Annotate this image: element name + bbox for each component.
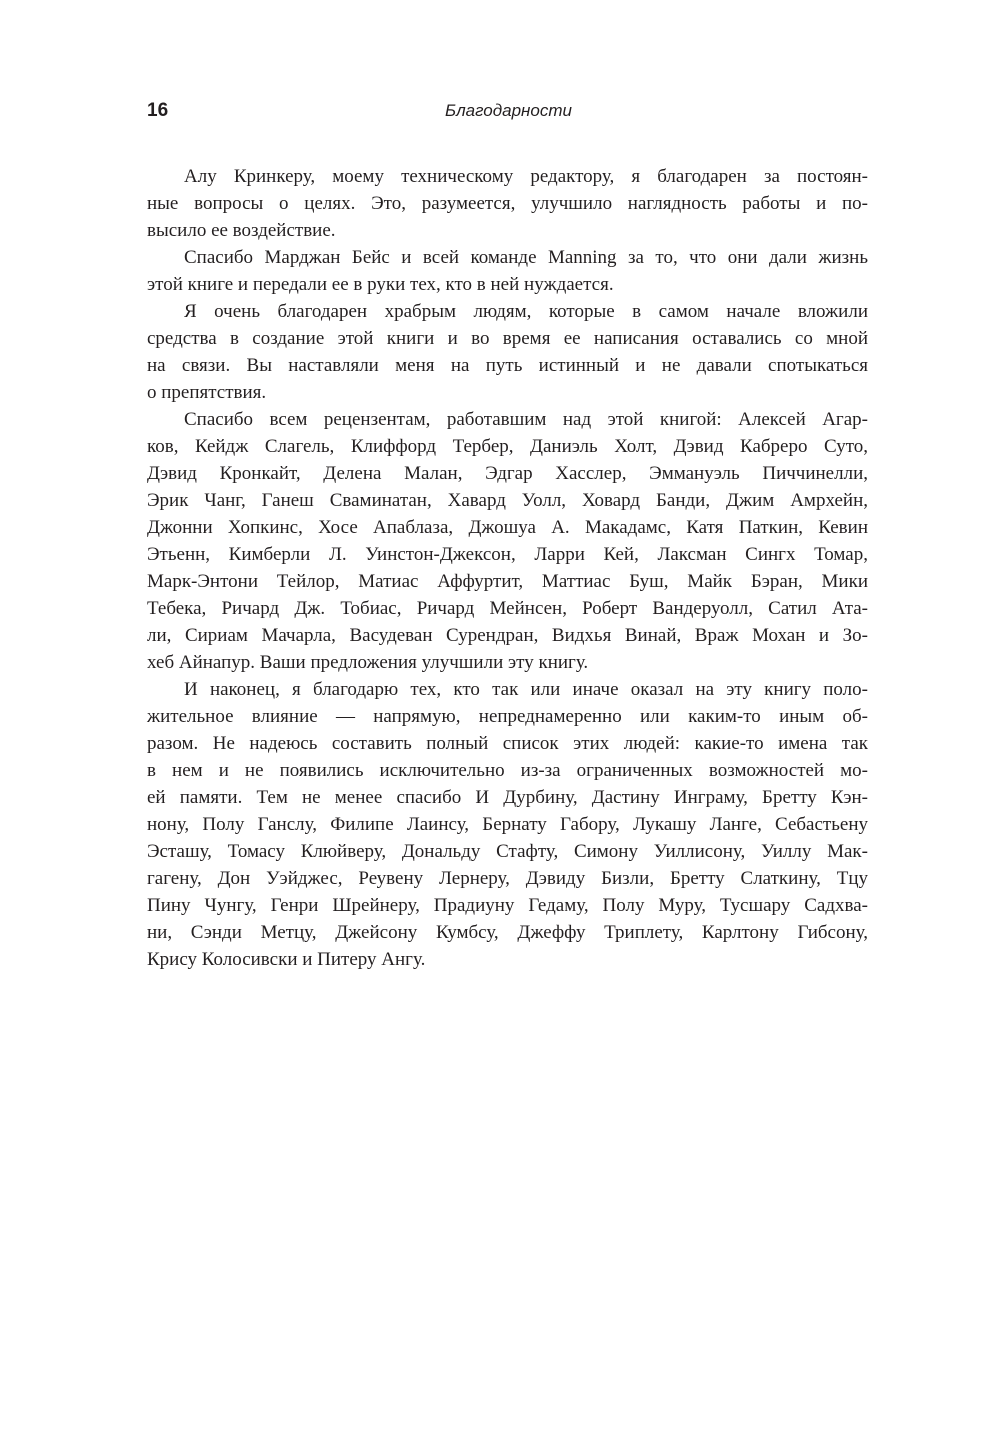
text-line: ей памяти. Тем не менее спасибо И Дурбину, Дастину Инграму, Бретту Кэн- [147, 787, 868, 808]
text-line: этой книге и передали ее в руки тех, кто в ней нуждается. [147, 274, 614, 295]
text-line: Пину Чунгу, Генри Шрейнеру, Прадиуну Гедаму, Полу Муру, Тусшару Садхва- [147, 895, 868, 916]
text-line: Спасибо всем рецензентам, работавшим над этой книгой: Алексей Агар- [184, 409, 868, 430]
text-line: ков, Кейдж Слагель, Клиффорд Тербер, Даниэль Холт, Дэвид Кабреро Суто, [147, 436, 868, 457]
text-line: хеб Айнапур. Ваши предложения улучшили эту книгу. [147, 652, 589, 673]
text-line: ные вопросы о целях. Это, разумеется, улучшило наглядность работы и по- [147, 193, 868, 214]
paragraph [147, 676, 868, 973]
text-line: в нем и не появились исключительно из-за ограниченных возможностей мо- [147, 760, 868, 781]
text-line: Эрик Чанг, Ганеш Сваминатан, Хавард Уолл, Ховард Банди, Джим Амрхейн, [147, 490, 868, 511]
paragraph [147, 298, 868, 406]
running-title: Благодарности [445, 101, 572, 120]
text-line: Алу Кринкеру, моему техническому редактору, я благодарен за постоян- [184, 166, 868, 187]
page-number: 16 [147, 100, 169, 121]
text-line: нону, Полу Ганслу, Филипе Лаинсу, Бернату Габору, Лукашу Ланге, Себастьену [147, 814, 868, 835]
text-line: гагену, Дон Уэйджес, Реувену Лернеру, Дэвиду Бизли, Бретту Слаткину, Тцу [147, 868, 868, 889]
text-line: Марк-Энтони Тейлор, Матиас Аффуртит, Маттиас Буш, Майк Бэран, Мики [147, 571, 868, 592]
text-line: ли, Сириам Мачарла, Васудеван Сурендран, Видхья Винай, Враж Мохан и Зо- [147, 625, 868, 646]
text-line: Спасибо Марджан Бейс и всей команде Manning за то, что они дали жизнь [184, 247, 868, 268]
text-line: Этьенн, Кимберли Л. Уинстон-Джексон, Ларри Кей, Лаксман Сингх Томар, [147, 544, 868, 565]
text-line: Я очень благодарен храбрым людям, которые в самом начале вложили [184, 301, 868, 322]
text-line: средства в создание этой книги и во время ее написания оставались со мной [147, 328, 868, 349]
text-line: И наконец, я благодарю тех, кто так или иначе оказал на эту книгу поло- [184, 679, 868, 700]
text-line: высило ее воздействие. [147, 220, 336, 241]
text-line: Тебека, Ричард Дж. Тобиас, Ричард Мейнсен, Роберт Вандеруолл, Сатил Ата- [147, 598, 868, 619]
paragraph [147, 406, 868, 676]
text-line: ни, Сэнди Метцу, Джейсону Кумбсу, Джеффу Триплету, Карлтону Гибсону, [147, 922, 868, 943]
text-line: Эсташу, Томасу Клюйверу, Дональду Стафту, Симону Уиллисону, Уиллу Мак- [147, 841, 868, 862]
text-line: жительное влияние — напрямую, непреднамеренно или каким-то иным об- [147, 706, 868, 727]
paragraph [147, 244, 868, 298]
page-header [147, 99, 868, 123]
paragraph [147, 163, 868, 244]
text-line: Крису Колосивски и Питеру Ангу. [147, 949, 426, 970]
text-line: о препятствия. [147, 382, 267, 403]
text-line: Джонни Хопкинс, Хосе Апаблаза, Джошуа А. Макадамс, Катя Паткин, Кевин [147, 517, 868, 538]
text-line: на связи. Вы наставляли меня на путь истинный и не давали спотыкаться [147, 355, 868, 376]
text-line: Дэвид Кронкайт, Делена Малан, Эдгар Хасслер, Эммануэль Пиччинелли, [147, 463, 868, 484]
text-line: разом. Не надеюсь составить полный список этих людей: какие-то имена так [147, 733, 868, 754]
body-text [147, 163, 868, 973]
